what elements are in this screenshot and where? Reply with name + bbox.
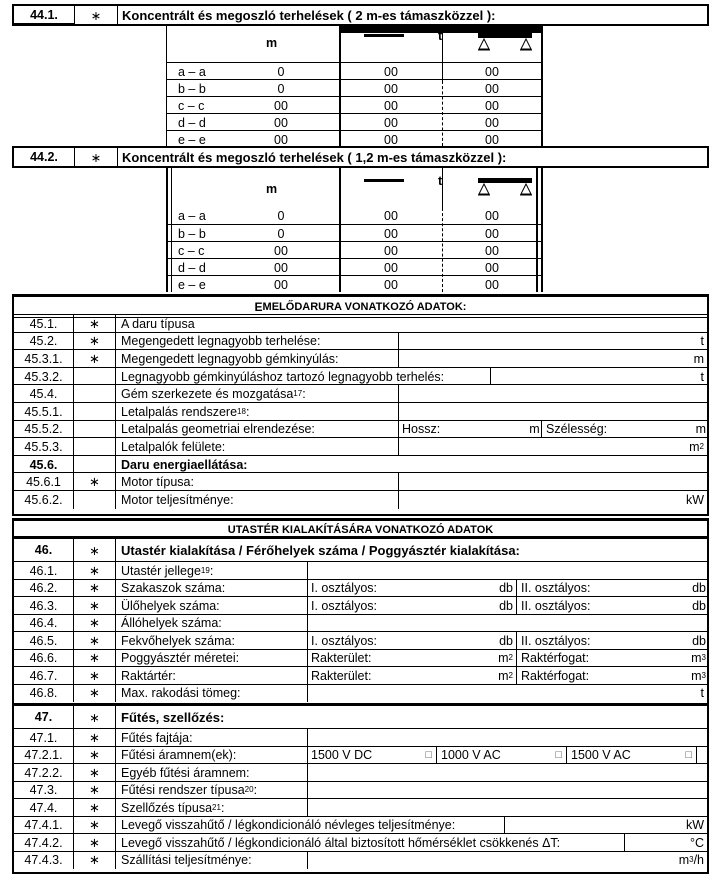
value-field[interactable] bbox=[398, 491, 709, 509]
required-star: ∗ bbox=[74, 315, 116, 333]
value-field[interactable] bbox=[398, 438, 709, 456]
data-row bbox=[12, 614, 709, 633]
unit: m 3 bbox=[691, 668, 706, 683]
data-row bbox=[12, 781, 709, 800]
row-label: Daru energiaellátása: bbox=[121, 457, 248, 472]
class-2-label: II. osztályos: bbox=[521, 598, 591, 613]
data-row bbox=[12, 596, 709, 615]
row-label: Poggyásztér méretei: bbox=[121, 651, 240, 666]
row-label: Levegő visszahűtő / légkondicionáló névleges teljesítménye: bbox=[121, 818, 456, 833]
data-row bbox=[12, 649, 709, 668]
required-star: ∗ bbox=[74, 834, 116, 852]
unit: db bbox=[692, 581, 706, 596]
table-row: a – a 0 00 00 bbox=[178, 64, 499, 79]
row-label: Állóhelyek száma: bbox=[121, 616, 222, 631]
row-number: 45.3.1. bbox=[14, 350, 74, 368]
width-label: Szélesség: bbox=[546, 422, 608, 437]
row-number: 47.1. bbox=[14, 729, 74, 747]
value-field[interactable] bbox=[307, 782, 709, 800]
section-title: Utastér kialakítása / Férőhelyek száma / Poggyásztér kialakítása: bbox=[121, 542, 520, 558]
value-field[interactable] bbox=[398, 473, 709, 491]
value-field[interactable] bbox=[398, 385, 709, 403]
class-2-label: Raktérfogat: bbox=[521, 651, 590, 666]
crane-row bbox=[12, 472, 709, 491]
value-field[interactable] bbox=[398, 403, 709, 421]
required-star: ∗ bbox=[74, 615, 116, 633]
section-header-row bbox=[12, 536, 709, 562]
row-number: 46.4. bbox=[14, 615, 74, 633]
column-t-header: t bbox=[438, 174, 443, 188]
required-star bbox=[74, 456, 116, 474]
unit: m 2 bbox=[427, 667, 517, 685]
row-number: 45.6.1 bbox=[14, 473, 74, 491]
required-star: ∗ bbox=[74, 562, 116, 580]
required-star bbox=[74, 385, 116, 403]
required-star bbox=[74, 403, 116, 421]
point-load-icon bbox=[364, 32, 404, 40]
section-44-1-header bbox=[12, 4, 709, 26]
required-star: ∗ bbox=[74, 580, 116, 598]
required-star: ∗ bbox=[74, 764, 116, 782]
required-star: ∗ bbox=[74, 852, 116, 870]
row-label: Letalpalók felülete: bbox=[121, 439, 226, 454]
row-label: Egyéb fűtési áramnem: bbox=[121, 765, 250, 780]
row-label: Levegő visszahűtő / légkondicionáló által biztosított hőmérséklet csökkenés ΔT: bbox=[121, 835, 561, 850]
row-label: Megengedett legnagyobb gémkinyúlás: bbox=[121, 351, 339, 366]
row-number: 45.5.3. bbox=[14, 438, 74, 456]
unit: m bbox=[693, 351, 704, 366]
distributed-load-icon bbox=[476, 177, 534, 197]
section-44-2-header bbox=[12, 146, 709, 168]
class-2-label: II. osztályos: bbox=[521, 581, 591, 596]
heating-option[interactable]: 1500 V AC □ bbox=[567, 747, 697, 765]
row-label: Motor teljesítménye: bbox=[121, 492, 234, 507]
unit: db bbox=[427, 597, 517, 615]
unit: db bbox=[692, 598, 706, 613]
row-number: 46.2. bbox=[14, 580, 74, 598]
required-star: ∗ bbox=[74, 597, 116, 615]
required-star: ∗ bbox=[74, 747, 116, 765]
table-row: e – e 00 00 00 bbox=[166, 275, 543, 293]
row-number: 46. bbox=[14, 539, 74, 561]
value-field[interactable] bbox=[307, 615, 709, 633]
required-star: ∗ bbox=[74, 706, 116, 728]
crane-row bbox=[12, 314, 709, 333]
class-1-label: Rakterület: bbox=[311, 651, 372, 666]
row-label: Ülőhelyek száma: bbox=[121, 598, 220, 613]
data-row bbox=[12, 763, 709, 782]
length-label: Hossz: bbox=[402, 422, 441, 437]
row-label: Fekvőhelyek száma: bbox=[121, 633, 235, 648]
class-2-label: II. osztályos: bbox=[521, 633, 591, 648]
row-number: 45.5.2. bbox=[14, 421, 74, 439]
column-m-header: m bbox=[266, 36, 278, 50]
unit: °C bbox=[689, 835, 704, 850]
value-field[interactable] bbox=[398, 333, 709, 351]
row-number: 45.1. bbox=[14, 315, 74, 333]
unit: db bbox=[427, 632, 517, 650]
unit: m bbox=[528, 421, 542, 439]
value-field[interactable] bbox=[398, 350, 709, 368]
row-number: 47.2.2. bbox=[14, 764, 74, 782]
passenger-heading: UTASTÉR KIALAKÍTÁSÁRA VONATKOZÓ ADATOK bbox=[227, 524, 494, 536]
crane-row bbox=[12, 420, 709, 439]
heating-option[interactable]: 1500 V DC □ bbox=[307, 747, 437, 765]
required-star bbox=[74, 438, 116, 456]
required-star: ∗ bbox=[74, 148, 118, 166]
unit: m 2 bbox=[689, 439, 704, 454]
data-row bbox=[12, 561, 709, 580]
row-number: 46.5. bbox=[14, 632, 74, 650]
row-label: Motor típusa: bbox=[121, 475, 194, 490]
required-star: ∗ bbox=[74, 782, 116, 800]
row-label: Fűtési rendszer típusa 20 : bbox=[121, 783, 258, 798]
load-table-1 bbox=[166, 26, 543, 146]
row-label: Raktártér: bbox=[121, 668, 176, 683]
row-number: 45.2. bbox=[14, 333, 74, 351]
required-star: ∗ bbox=[74, 685, 116, 703]
row-label: Szakaszok száma: bbox=[121, 581, 226, 596]
row-number: 46.3. bbox=[14, 597, 74, 615]
value-field[interactable] bbox=[307, 764, 709, 782]
required-star: ∗ bbox=[74, 350, 116, 368]
row-number: 45.3.2. bbox=[14, 368, 74, 386]
required-star: ∗ bbox=[74, 539, 116, 561]
unit: kW bbox=[685, 818, 704, 833]
crane-row bbox=[12, 384, 709, 403]
required-star: ∗ bbox=[74, 667, 116, 685]
crane-row bbox=[12, 402, 709, 421]
table-row: c – c 00 00 00 bbox=[166, 96, 543, 114]
class-1-label: Rakterület: bbox=[311, 668, 372, 683]
checkbox-icon[interactable]: □ bbox=[425, 749, 432, 762]
class-1-label: I. osztályos: bbox=[311, 598, 377, 613]
required-star: ∗ bbox=[74, 333, 116, 351]
crane-row bbox=[12, 367, 709, 386]
unit: t bbox=[700, 686, 704, 701]
column-m-header: m bbox=[266, 182, 278, 196]
row-number: 45.5.1. bbox=[14, 403, 74, 421]
row-label: Fűtés fajtája: bbox=[121, 730, 193, 745]
heating-option[interactable]: 1000 V AC □ bbox=[437, 747, 567, 765]
checkbox-icon[interactable]: □ bbox=[555, 749, 562, 762]
class-1-label: I. osztályos: bbox=[311, 581, 377, 596]
table-row: e – e 00 00 00 bbox=[166, 130, 543, 148]
row-number: 45.6.2. bbox=[14, 491, 74, 509]
data-row bbox=[12, 579, 709, 598]
crane-row bbox=[12, 349, 709, 368]
row-number: 45.4. bbox=[14, 385, 74, 403]
row-number: 46.7. bbox=[14, 667, 74, 685]
unit: m bbox=[695, 422, 706, 437]
row-number: 45.6. bbox=[14, 456, 74, 474]
row-number: 47. bbox=[14, 706, 74, 728]
crane-row bbox=[12, 332, 709, 351]
section-title: Koncentrált és megoszló terhelések ( 1,2 m-es támaszközzel ): bbox=[122, 149, 507, 165]
row-label: Letalpalás geometriai elrendezése: bbox=[121, 422, 315, 437]
unit: db bbox=[692, 633, 706, 648]
crane-row bbox=[12, 437, 709, 456]
row-label: Szellőzés típusa 21 : bbox=[121, 800, 225, 815]
crane-row bbox=[12, 455, 709, 474]
value-field[interactable] bbox=[307, 729, 709, 747]
distributed-load-icon bbox=[476, 32, 534, 52]
table-row: d – d 00 00 00 bbox=[166, 258, 543, 276]
unit: m 2 bbox=[427, 650, 517, 668]
row-label: Fűtési áramnem(ek): bbox=[121, 748, 237, 763]
row-label: Gém szerkezete és mozgatása 17 : bbox=[121, 387, 306, 402]
data-row bbox=[12, 631, 709, 650]
required-star: ∗ bbox=[74, 473, 116, 491]
column-t-header: t bbox=[438, 29, 443, 43]
row-number: 46.8. bbox=[14, 685, 74, 703]
row-number: 47.4. bbox=[14, 799, 74, 817]
section-header-row bbox=[12, 703, 709, 729]
row-number: 47.4.2. bbox=[14, 834, 74, 852]
row-label: Szállítási teljesítménye: bbox=[121, 853, 252, 868]
data-row bbox=[12, 816, 709, 835]
required-star: ∗ bbox=[74, 6, 118, 24]
table-row: d – d 00 00 00 bbox=[166, 113, 543, 131]
section-title: Koncentrált és megoszló terhelések ( 2 m-es támaszközzel ): bbox=[122, 7, 496, 23]
checkbox-icon[interactable]: □ bbox=[685, 749, 692, 762]
required-star bbox=[74, 421, 116, 439]
required-star: ∗ bbox=[74, 799, 116, 817]
required-star: ∗ bbox=[74, 632, 116, 650]
value-field[interactable] bbox=[307, 799, 709, 817]
class-1-label: I. osztályos: bbox=[311, 633, 377, 648]
row-number: 47.4.3. bbox=[14, 852, 74, 870]
class-2-label: Raktérfogat: bbox=[521, 668, 590, 683]
table-row: c – c 00 00 00 bbox=[166, 241, 543, 259]
row-number: 47.3. bbox=[14, 782, 74, 800]
point-load-icon bbox=[364, 177, 404, 185]
row-number: 47.4.1. bbox=[14, 817, 74, 835]
row-label: Legnagyobb gémkinyúláshoz tartozó legnagyobb terhelés: bbox=[121, 369, 445, 384]
section-number: 44.2. bbox=[30, 150, 58, 164]
table-row: b – b 0 00 00 bbox=[166, 224, 543, 242]
data-row bbox=[12, 728, 709, 747]
row-number: 47.2.1. bbox=[14, 747, 74, 765]
unit: t bbox=[700, 334, 704, 349]
section-title: Fűtés, szellőzés: bbox=[121, 709, 225, 725]
row-label: Letalpalás rendszere 18 : bbox=[121, 404, 250, 419]
unit: kW bbox=[685, 492, 704, 507]
row-number: 46.1. bbox=[14, 562, 74, 580]
data-row bbox=[12, 746, 709, 765]
row-label: A daru típusa bbox=[121, 316, 195, 331]
required-star: ∗ bbox=[74, 650, 116, 668]
section-number: 44.1. bbox=[14, 6, 74, 24]
value-field[interactable] bbox=[307, 562, 709, 580]
data-row bbox=[12, 851, 709, 870]
table-row: b – b 0 00 00 bbox=[166, 79, 543, 97]
required-star: ∗ bbox=[74, 729, 116, 747]
unit: db bbox=[427, 580, 517, 598]
row-label: Max. rakodási tömeg: bbox=[121, 686, 241, 701]
required-star bbox=[74, 368, 116, 386]
row-label: Utastér jellege 19 : bbox=[121, 563, 214, 578]
data-row bbox=[12, 666, 709, 685]
unit: m 3 /h bbox=[678, 853, 704, 868]
unit: t bbox=[700, 369, 704, 384]
required-star bbox=[74, 491, 116, 509]
data-row bbox=[12, 798, 709, 817]
row-label: Megengedett legnagyobb terhelése: bbox=[121, 334, 321, 349]
load-table-2 bbox=[166, 168, 543, 292]
unit: m 3 bbox=[691, 651, 706, 666]
row-number: 46.6. bbox=[14, 650, 74, 668]
required-star: ∗ bbox=[74, 817, 116, 835]
data-row bbox=[12, 833, 709, 852]
table-row: a – a 0 00 00 bbox=[178, 208, 499, 223]
crane-heading: E MELŐDARURA VONATKOZÓ ADATOK : bbox=[14, 297, 707, 318]
crane-row bbox=[12, 490, 709, 509]
data-row bbox=[12, 684, 709, 703]
